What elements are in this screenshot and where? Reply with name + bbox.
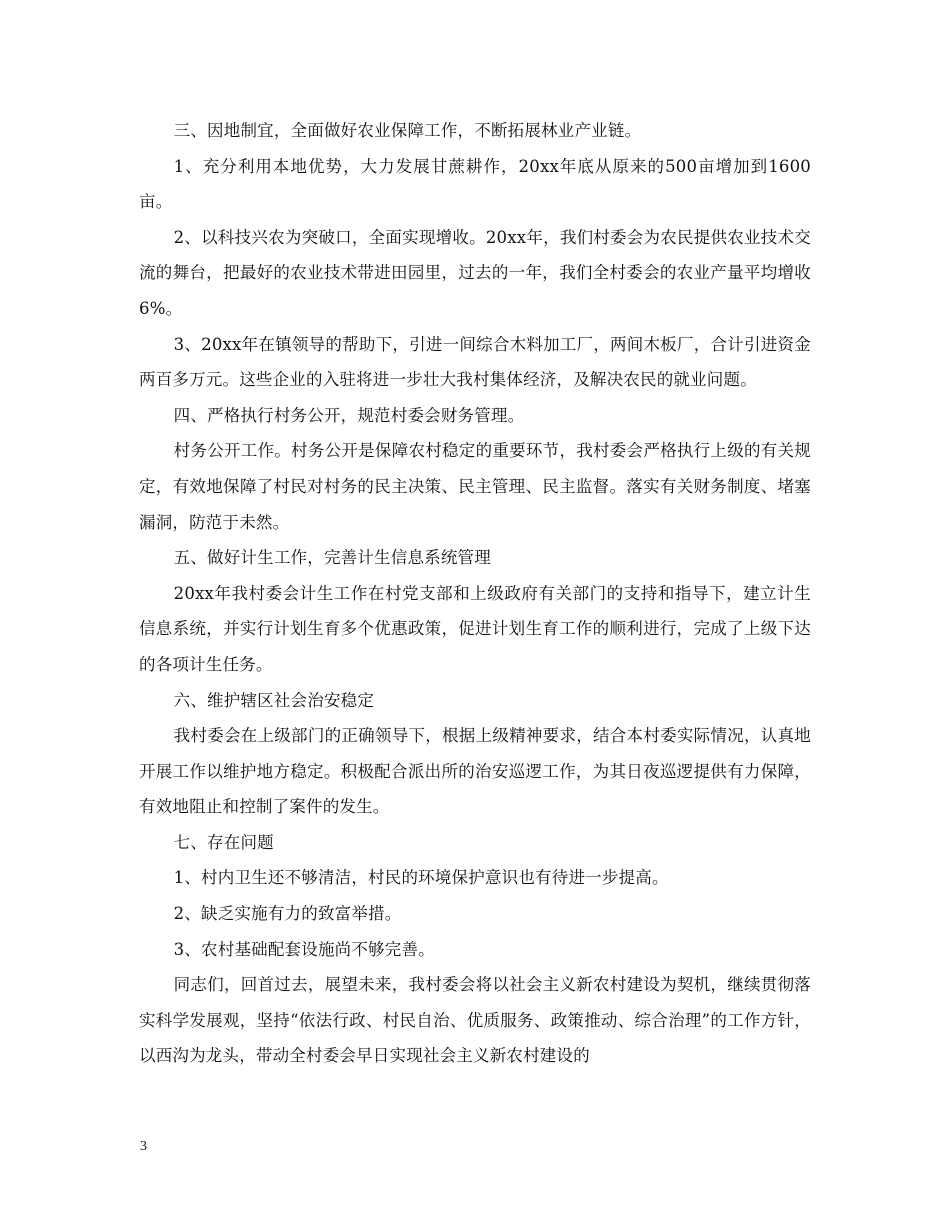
section-heading-village-affairs: 四、严格执行村务公开，规范村委会财务管理。 (173, 405, 525, 425)
section-heading-agriculture: 三、因地制宜，全面做好农业保障工作，不断拓展林业产业链。 (173, 121, 642, 140)
paragraph-village-affairs: 村务公开工作。村务公开是保障农村稳定的重要环节，我村委会严格执行上级的有关规定，有效地保障了村民对村务的民主决策、民主管理、民主监督。落实有关财务制度、堵塞漏洞，防范于未然。 (139, 441, 811, 532)
paragraph-conclusion: 同志们，回首过去，展望未来，我村委会将以社会主义新农村建设为契机，继续贯彻落实科学发展观，坚持“依法行政、村民自治、优质服务、政策推动、综合治理”的工作方针，以西沟为龙头，带动全村委会早日实现社会主义新农村建设的 (139, 975, 811, 1066)
list-item-prosperity: 2、缺乏实施有力的致富举措。 (173, 904, 402, 924)
section-heading-public-security: 六、维护辖区社会治安稳定 (173, 690, 375, 710)
list-item-technology: 2、以科技兴农为突破口，全面实现增收。20xx年，我们村委会为农民提供农业技术交流的舞台，把最好的农业技术带进田园里，过去的一年，我们全村委会的农业产量平均增收6%。 (139, 227, 811, 318)
paragraph-family-planning: 20xx年我村委会计生工作在村党支部和上级政府有关部门的支持和指导下，建立计生信息系统，并实行计划生育多个优惠政策，促进计划生育工作的顺利进行，完成了上级下达的各项计生任务。 (139, 583, 811, 674)
section-heading-problems: 七、存在问题 (173, 832, 274, 852)
page-number: 3 (140, 1139, 147, 1154)
list-item-factories: 3、20xx年在镇领导的帮助下，引进一间综合木料加工厂，两间木板厂，合计引进资金两百多万元。这些企业的入驻将进一步壮大我村集体经济，及解决农民的就业问题。 (139, 334, 811, 390)
document-body (139, 113, 811, 1074)
section-heading-family-planning: 五、做好计生工作，完善计生信息系统管理 (173, 548, 491, 568)
list-item-infrastructure: 3、农村基础配套设施尚不够完善。 (173, 939, 435, 959)
paragraph-public-security: 我村委会在上级部门的正确领导下，根据上级精神要求，结合本村委实际情况，认真地开展工作以维护地方稳定。积极配合派出所的治安巡逻工作，为其日夜巡逻提供有力保障，有效地阻止和控制了案件的发生。 (139, 726, 811, 817)
list-item-hygiene: 1、村内卫生还不够清洁，村民的环境保护意识也有待进一步提高。 (173, 868, 669, 888)
list-item-sugarcane: 1、充分利用本地优势，大力发展甘蔗耕作，20xx年底从原来的500亩增加到1600亩。 (139, 156, 811, 212)
